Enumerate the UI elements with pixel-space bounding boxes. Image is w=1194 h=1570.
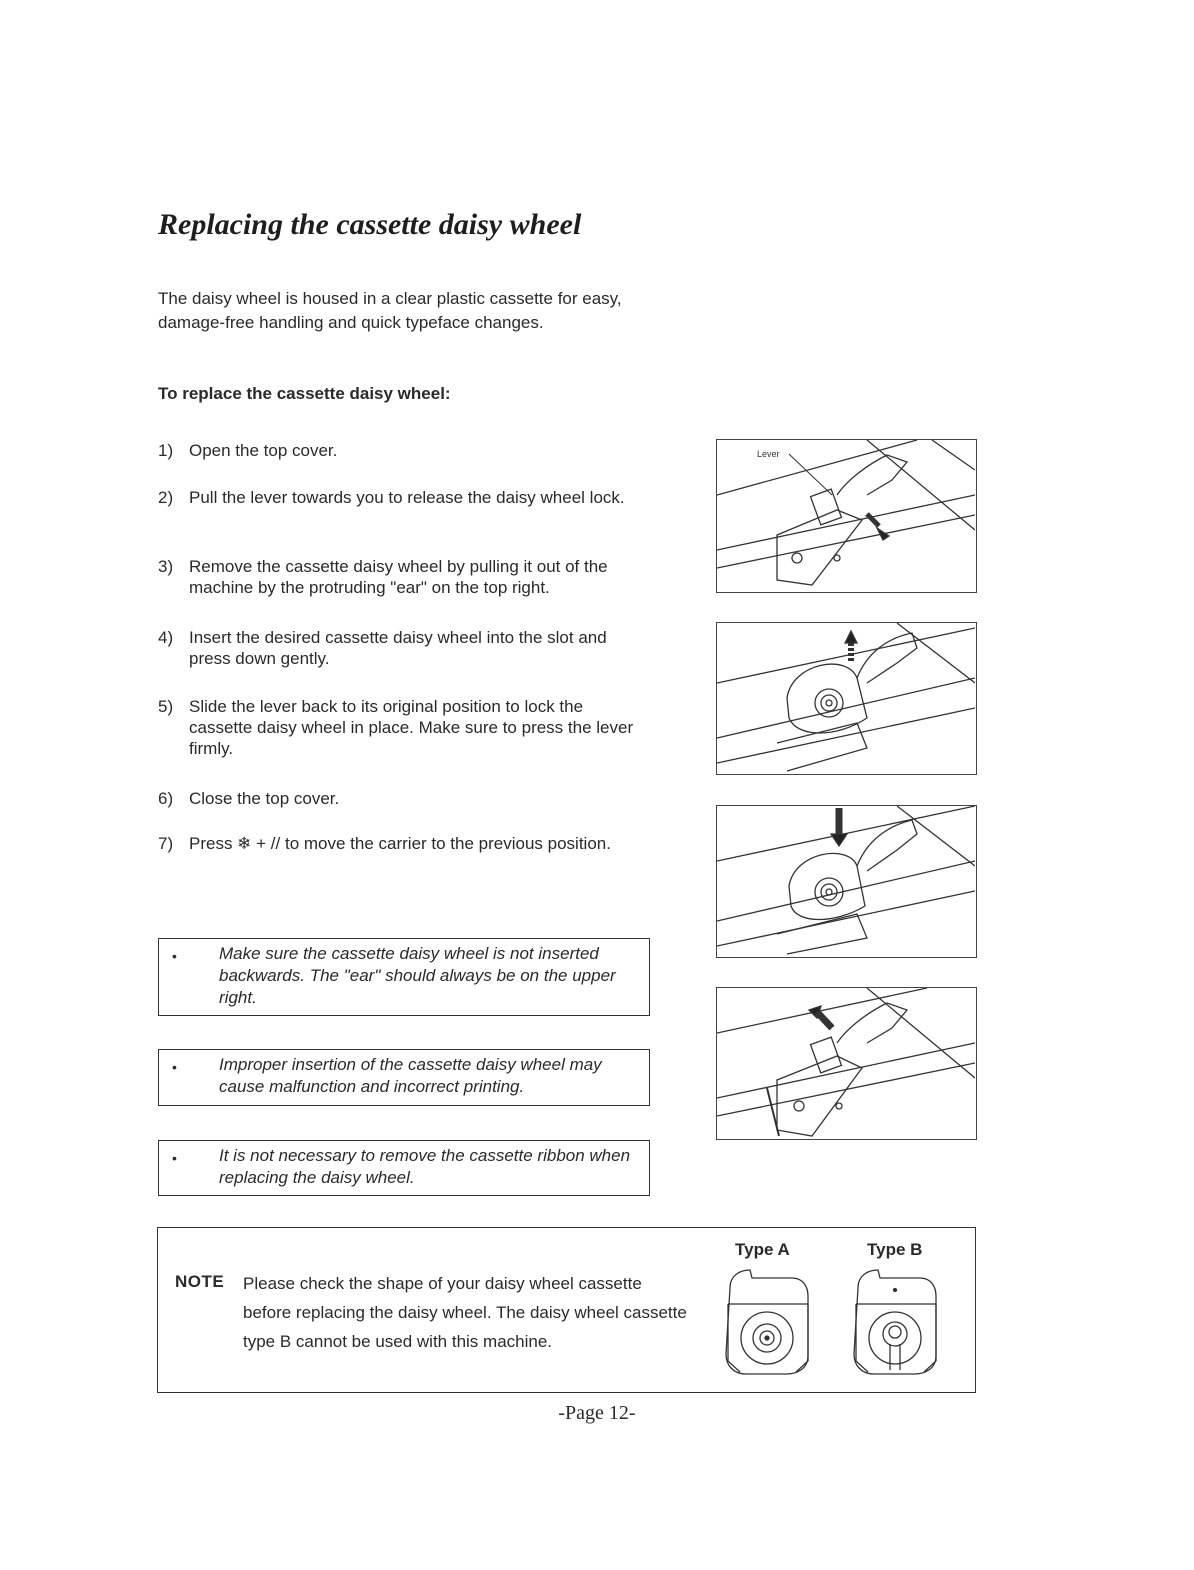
bullet-icon: • — [172, 1059, 177, 1075]
illustration-lever-release — [716, 439, 977, 593]
cassette-type-b-icon — [848, 1266, 940, 1378]
step-number: 2) — [158, 488, 174, 507]
step-number: 5) — [158, 697, 174, 716]
note-text: Please check the shape of your daisy wheel cassette before replacing the daisy wheel. The daisy wheel cassette type B cannot be used with this machine. — [243, 1274, 687, 1351]
caution-box — [158, 1049, 650, 1106]
bullet-icon: • — [172, 1150, 177, 1166]
step-number: 7) — [158, 834, 174, 853]
caution-text: Make sure the cassette daisy wheel is not inserted backwards. The "ear" should always be on the upper right. — [219, 944, 616, 1007]
step-number: 6) — [158, 789, 174, 808]
caution-text: Improper insertion of the cassette daisy wheel may cause malfunction and incorrect printing. — [219, 1055, 602, 1096]
caution-box — [158, 1140, 650, 1196]
illustration-insert-cassette — [716, 805, 977, 958]
type-b-label: Type B — [867, 1240, 923, 1259]
step-text: Press ❄ + // to move the carrier to the previous position. — [189, 834, 611, 853]
lever-label: Lever — [757, 449, 780, 459]
step-number: 4) — [158, 628, 174, 647]
step-text: Open the top cover. — [189, 441, 338, 460]
caution-box — [158, 938, 650, 1016]
page-title: Replacing the cassette daisy wheel — [158, 208, 582, 241]
note-label: NOTE — [175, 1272, 225, 1291]
intro-paragraph: The daisy wheel is housed in a clear plastic cassette for easy, damage-free handling and quick typeface changes. — [158, 289, 622, 332]
step-number: 3) — [158, 557, 174, 576]
step-text: Close the top cover. — [189, 789, 340, 808]
note-box — [157, 1227, 976, 1393]
procedure-heading: To replace the cassette daisy wheel: — [158, 384, 451, 403]
bullet-icon: • — [172, 948, 177, 964]
page-number: -Page 12- — [558, 1402, 636, 1424]
illustration-lock-lever — [716, 987, 977, 1140]
step-text: Pull the lever towards you to release the daisy wheel lock. — [189, 488, 625, 507]
step-number: 1) — [158, 441, 174, 460]
step-text: Remove the cassette daisy wheel by pulling it out of the machine by the protruding "ear" on the top right. — [189, 557, 608, 597]
illustration-remove-cassette — [716, 622, 977, 775]
type-a-label: Type A — [735, 1240, 790, 1259]
step-text: Slide the lever back to its original position to lock the cassette daisy wheel in place. Make sure to press the lever firmly. — [189, 697, 634, 758]
step-text: Insert the desired cassette daisy wheel into the slot and press down gently. — [189, 628, 607, 668]
caution-text: It is not necessary to remove the cassette ribbon when replacing the daisy wheel. — [219, 1146, 631, 1187]
cassette-type-a-icon — [720, 1266, 812, 1378]
